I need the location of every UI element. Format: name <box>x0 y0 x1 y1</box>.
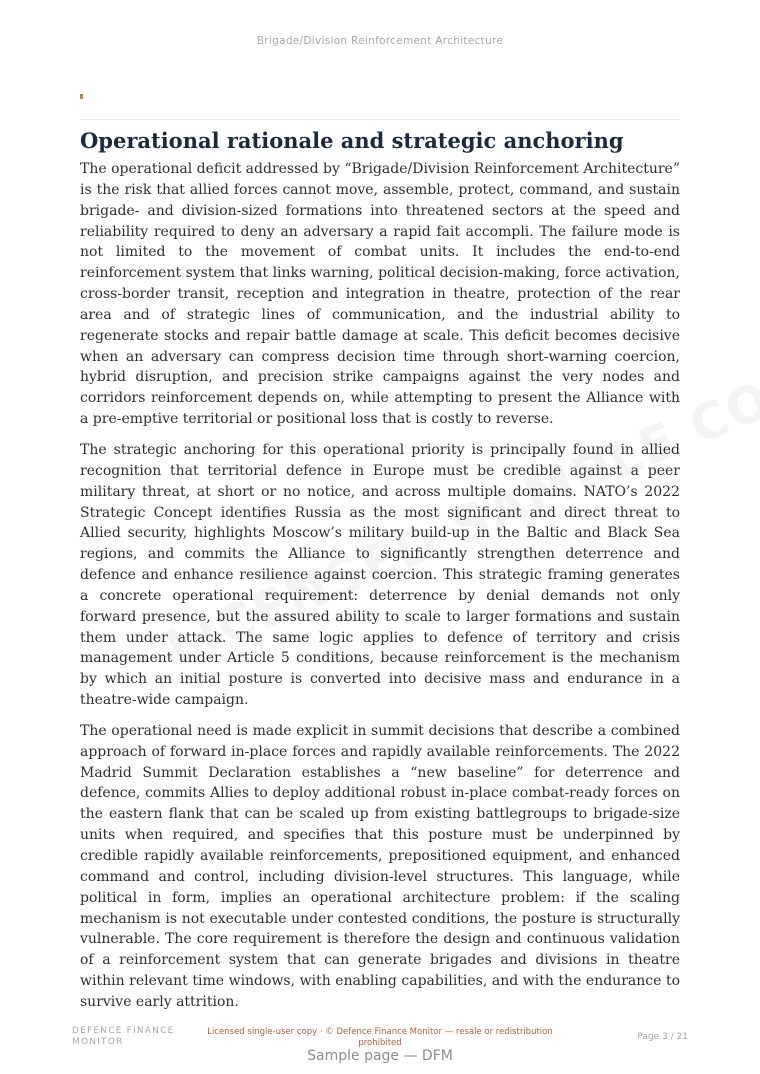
body-paragraph: The operational deficit addressed by “Brigade/Division Reinforcement Architecture” is the risk that allied forces cannot move, assemble, protect, command, and sustain brigade- and division-sized formations into threatened sectors at the speed and reliability required to deny an adversary a rapid fait accompli. The failure mode is not limited to the movement of combat units. It includes the end-to-end reinforcement system that links warning, political decision-making, force activation, cross-border transit, reception and integration in theatre, protection of the rear area and of strategic lines of communication, and the industrial ability to regenerate stocks and repair battle damage at scale. This deficit becomes decisive when an adversary can compress decision time through short-warning coercion, hybrid disruption, and precision strike campaigns against the very nodes and corridors reinforcement depends on, while attempting to present the Alliance with a pre-emptive territorial or positional loss that is costly to reverse. <box>80 161 680 428</box>
running-header: Brigade/Division Reinforcement Architecture <box>256 35 504 47</box>
accent-marker <box>80 94 83 99</box>
section-heading: Operational rationale and strategic anchoring <box>80 128 624 153</box>
footer-brand: DEFENCE FINANCE MONITOR <box>72 1026 175 1047</box>
body-paragraph: The operational need is made explicit in summit decisions that describe a combined approach of forward in-place forces and rapidly available reinforcements. The 2022 Madrid Summit Declaration establishes a “new baseline” for deterrence and defence, commits Allies to deploy additional robust in-place combat-ready forces on the eastern flank that can be scaled up from existing battlegroups to brigade-size units when required, and specifies that this posture must be underpinned by credible rapidly available reinforcements, prepositioned equipment, and enhanced command and control, including division-level structures. This language, while political in form, implies an operational architecture problem: if the scaling mechanism is not executable under contested conditions, the posture is structurally vulnerable. The core requirement is therefore the design and continuous validation of a reinforcement system that can generate brigades and divisions in theatre within relevant time windows, with enabling capabilities, and with the endurance to survive early attrition. <box>80 722 680 1010</box>
header-divider <box>80 119 680 120</box>
sample-page-label: Sample page — DFM <box>307 1048 453 1064</box>
footer-license-notice: Licensed single-user copy · © Defence Finance Monitor — resale or redistribution prohibited <box>207 1027 553 1048</box>
page-number: Page 3 / 21 <box>637 1032 688 1042</box>
main-content <box>80 127 680 1023</box>
body-paragraph: The strategic anchoring for this operational priority is principally found in allied recognition that territorial defence in Europe must be credible against a peer military threat, at short or no notice, and across multiple domains. NATO’s 2022 Strategic Concept identifies Russia as the most significant and direct threat to Allied security, highlights Moscow’s military build-up in the Baltic and Black Sea regions, and commits the Alliance to significantly strengthen deterrence and defence and enhance resilience against coercion. This strategic framing generates a concrete operational requirement: deterrence by denial demands not only forward presence, but the assured ability to scale to larger formations and sustain them under attack. The same logic applies to defence of territory and crisis management under Article 5 conditions, because reinforcement is the mechanism by which an initial posture is converted into decisive mass and endurance in a theatre-wide campaign. <box>80 441 680 709</box>
